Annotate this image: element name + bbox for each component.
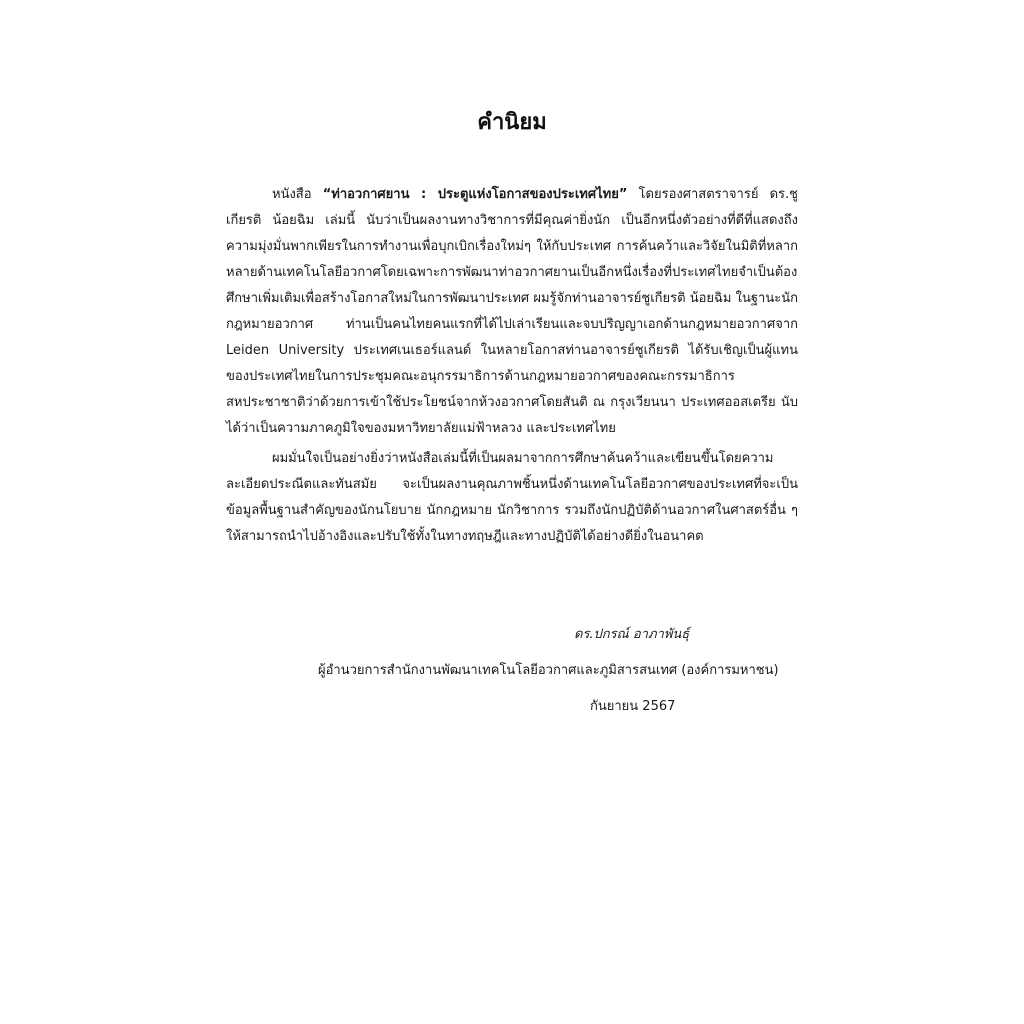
paragraph-1-text: โดยรองศาสตราจารย์ ดร.ชูเกียรติ น้อยฉิม เล่มนี้ นับว่าเป็นผลงานทางวิชาการที่มีคุณค่ายิ่งนัก เป็นอีกหนึ่งตัวอย่างที่ดีที่แสดงถึงความมุ่งมั่นพากเพียรในการทำงานเพื่อบุกเบิกเรื่องใหม่ๆ ให้กับประเทศ การค้นคว้าและวิจัยในมิติที่หลากหลายด้านเทคโนโลยีอวกาศโดยเฉพาะการพัฒนาท่าอวกาศยานเป็นอีกหนึ่งเรื่องที่ประเทศไทยจำเป็นต้องศึกษาเพิ่มเติมเพื่อสร้างโอกาสใหม่ในการพัฒนาประเทศ ผมรู้จักท่านอาจารย์ชูเกียรติ น้อยฉิม ในฐานะนักกฎหมายอวกาศ ท่านเป็นคนไทยคนแรกที่ได้ไปเล่าเรียนและจบปริญญาเอกด้านกฎหมายอวกาศจาก Leiden University ประเทศเนเธอร์แลนด์ ในหลายโอกาสท่านอาจารย์ชูเกียรติ ได้รับเชิญเป็นผู้แทนของประเทศไทยในการประชุมคณะอนุกรรมาธิการด้านกฎหมายอวกาศของคณะกรรมาธิการสหประชาชาติว่าด้วยการเข้าใช้ประโยชน์จากห้วงอวกาศโดยสันติ ณ กรุงเวียนนา ประเทศออสเตรีย นับได้ว่าเป็นความภาคภูมิใจของมหาวิทยาลัยแม่ฟ้าหลวง และประเทศไทย [226, 187, 798, 436]
signature-name: ดร.ปกรณ์ อาภาพันธุ์ [574, 627, 690, 642]
page-title: คำนิยม [477, 110, 547, 135]
paragraph-1 [226, 182, 798, 442]
signature-position: ผู้อำนวยการสำนักงานพัฒนาเทคโนโลยีอวกาศและภูมิสารสนเทศ (องค์การมหาชน) [318, 663, 779, 678]
book-title: “ท่าอวกาศยาน : ประตูแห่งโอกาสของประเทศไทย” [322, 187, 628, 202]
signature-date: กันยายน 2567 [590, 699, 676, 714]
paragraph-2-text: ผมมั่นใจเป็นอย่างยิ่งว่าหนังสือเล่มนี้ที่เป็นผลมาจากการศึกษาค้นคว้าและเขียนขึ้นโดยความละเอียดประณีตและทันสมัย จะเป็นผลงานคุณภาพชิ้นหนึ่งด้านเทคโนโลยีอวกาศของประเทศที่จะเป็นข้อมูลพื้นฐานสำคัญของนักนโยบาย นักกฎหมาย นักวิชาการ รวมถึงนักปฏิบัติด้านอวกาศในศาสตร์อื่น ๆ ให้สามารถนำไปอ้างอิงและปรับใช้ทั้งในทางทฤษฎีและทางปฏิบัติได้อย่างดียิ่งในอนาคต [226, 451, 798, 544]
paragraph-1-lead: หนังสือ [272, 187, 323, 202]
paragraph-2 [226, 446, 798, 550]
